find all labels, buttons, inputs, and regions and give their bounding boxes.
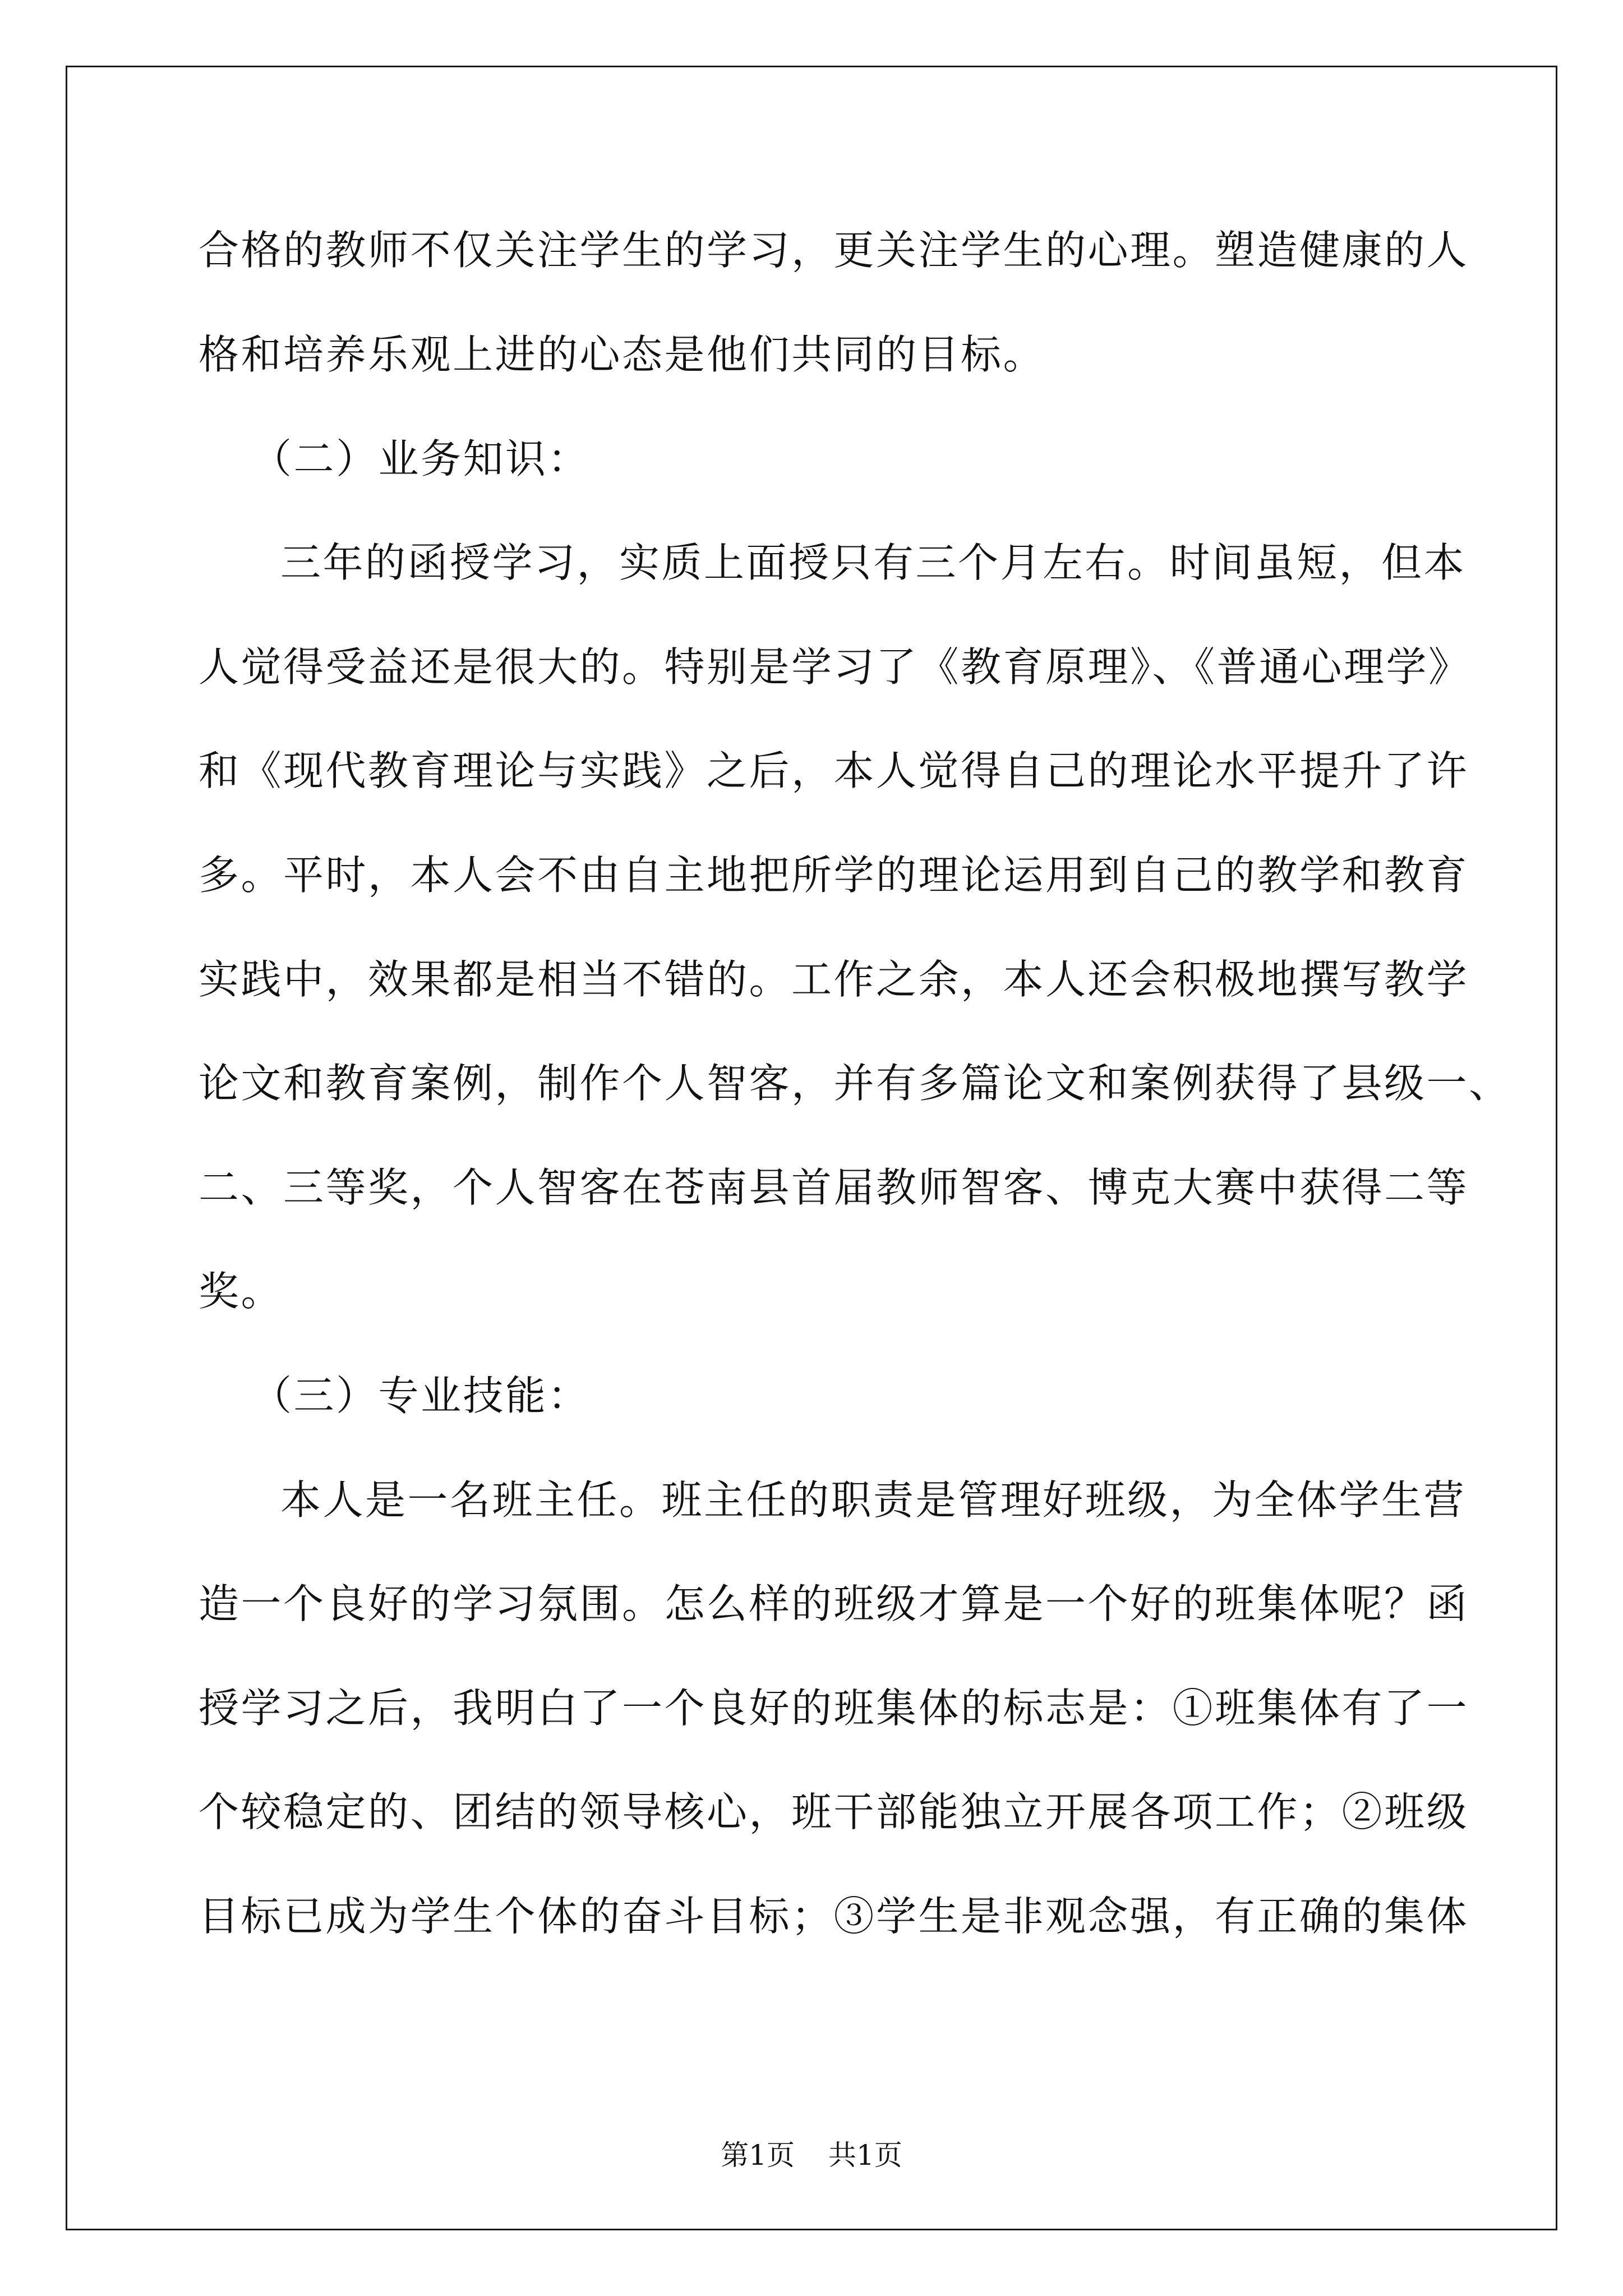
text-line-11: 奖。 [199,1268,284,1315]
section-heading-professional-skills: （三）专业技能： [251,1372,591,1419]
page-footer [0,2138,1623,2172]
section-heading-business-knowledge: （二）业务知识： [251,435,591,482]
text-line-2: 格和培养乐观上进的心态是他们共同的目标。 [199,331,1046,378]
text-line-9: 论文和教育案例，制作个人智客，并有多篇论文和案例获得了县级一、 [199,1060,1511,1107]
text-line-17: 目标已成为学生个体的奋斗目标；③学生是非观念强，有正确的集体 [199,1893,1469,1940]
page-number-total: 共1页 [828,2139,902,2171]
page-number-current: 第1页 [721,2139,795,2171]
text-line-1: 合格的教师不仅关注学生的学习，更关注学生的心理。塑造健康的人 [199,227,1469,274]
text-line-7: 多。平时，本人会不由自主地把所学的理论运用到自己的教学和教育 [199,852,1469,899]
text-line-14: 造一个良好的学习氛围。怎么样的班级才算是一个好的班集体呢？函 [199,1580,1469,1627]
text-line-15: 授学习之后，我明白了一个良好的班集体的标志是：①班集体有了一 [199,1685,1469,1732]
text-line-13: 本人是一名班主任。班主任的职责是管理好班级，为全体学生营 [280,1476,1467,1524]
text-line-5: 人觉得受益还是很大的。特别是学习了《教育原理》、《普通心理学》 [199,643,1471,691]
text-line-16: 个较稳定的、团结的领导核心，班干部能独立开展各项工作；②班级 [199,1788,1469,1835]
text-line-6: 和《现代教育理论与实践》之后，本人觉得自己的理论水平提升了许 [199,747,1469,794]
text-line-8: 实践中，效果都是相当不错的。工作之余，本人还会积极地撰写教学 [199,956,1469,1003]
text-line-10: 二、三等奖，个人智客在苍南县首届教师智客、博克大赛中获得二等 [199,1164,1469,1211]
text-line-4: 三年的函授学习，实质上面授只有三个月左右。时间虽短，但本 [280,539,1467,586]
